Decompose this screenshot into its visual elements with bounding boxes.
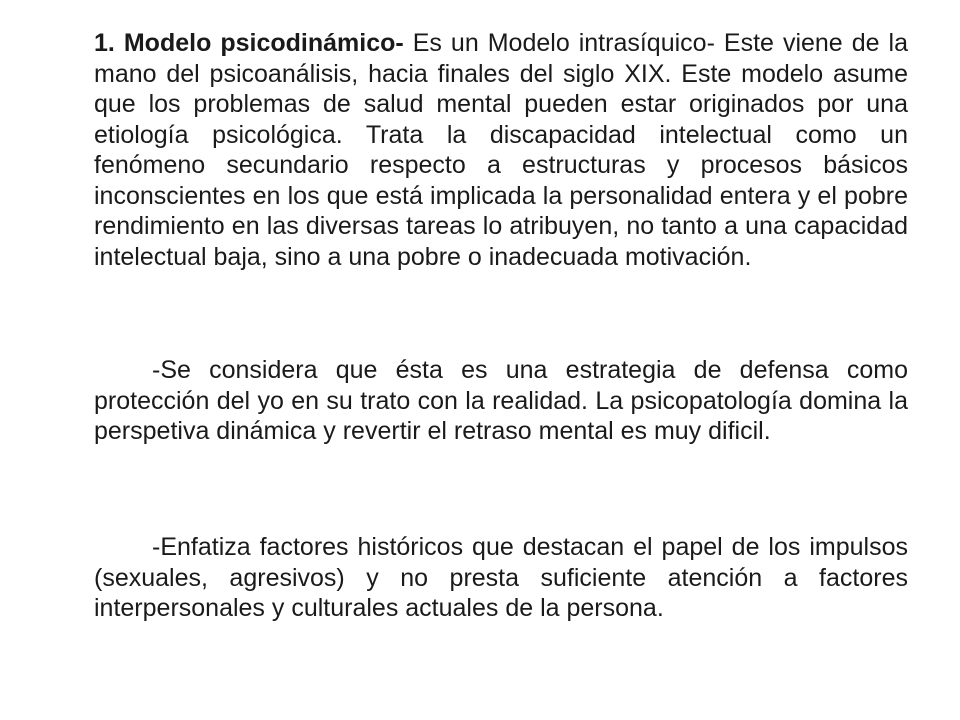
paragraph-historical-factors: -Enfatiza factores históricos que destacan el papel de los impulsos (sexuales, agresivos) y no presta suficiente atención a factores interpersonales y culturales actuales de la persona. bbox=[94, 533, 908, 622]
paragraph-psychodynamic-model bbox=[94, 28, 908, 272]
paragraph-text: Es un Modelo intrasíquico- Este viene de la mano del psicoanálisis, hacia finales del siglo XIX. Este modelo asume que los problemas de salud mental pueden estar originados por una etiología psicológica. Trata la discapacidad intelectual como un fenómeno secundario respecto a estructuras y procesos básicos inconscientes en los que está implicada la personalidad entera y el pobre rendimiento en las diversas tareas lo atribuyen, no tanto a una capacidad intelectual baja, sino a una pobre o inadecuada motivación. bbox=[94, 29, 908, 271]
section-heading: 1. Modelo psicodinámico- bbox=[94, 29, 404, 57]
paragraph-defense-strategy: -Se considera que ésta es una estrategia de defensa como protección del yo en su trato con la realidad. La psicopatología domina la perspetiva dinámica y revertir el retraso mental es muy dificil. bbox=[94, 356, 908, 445]
